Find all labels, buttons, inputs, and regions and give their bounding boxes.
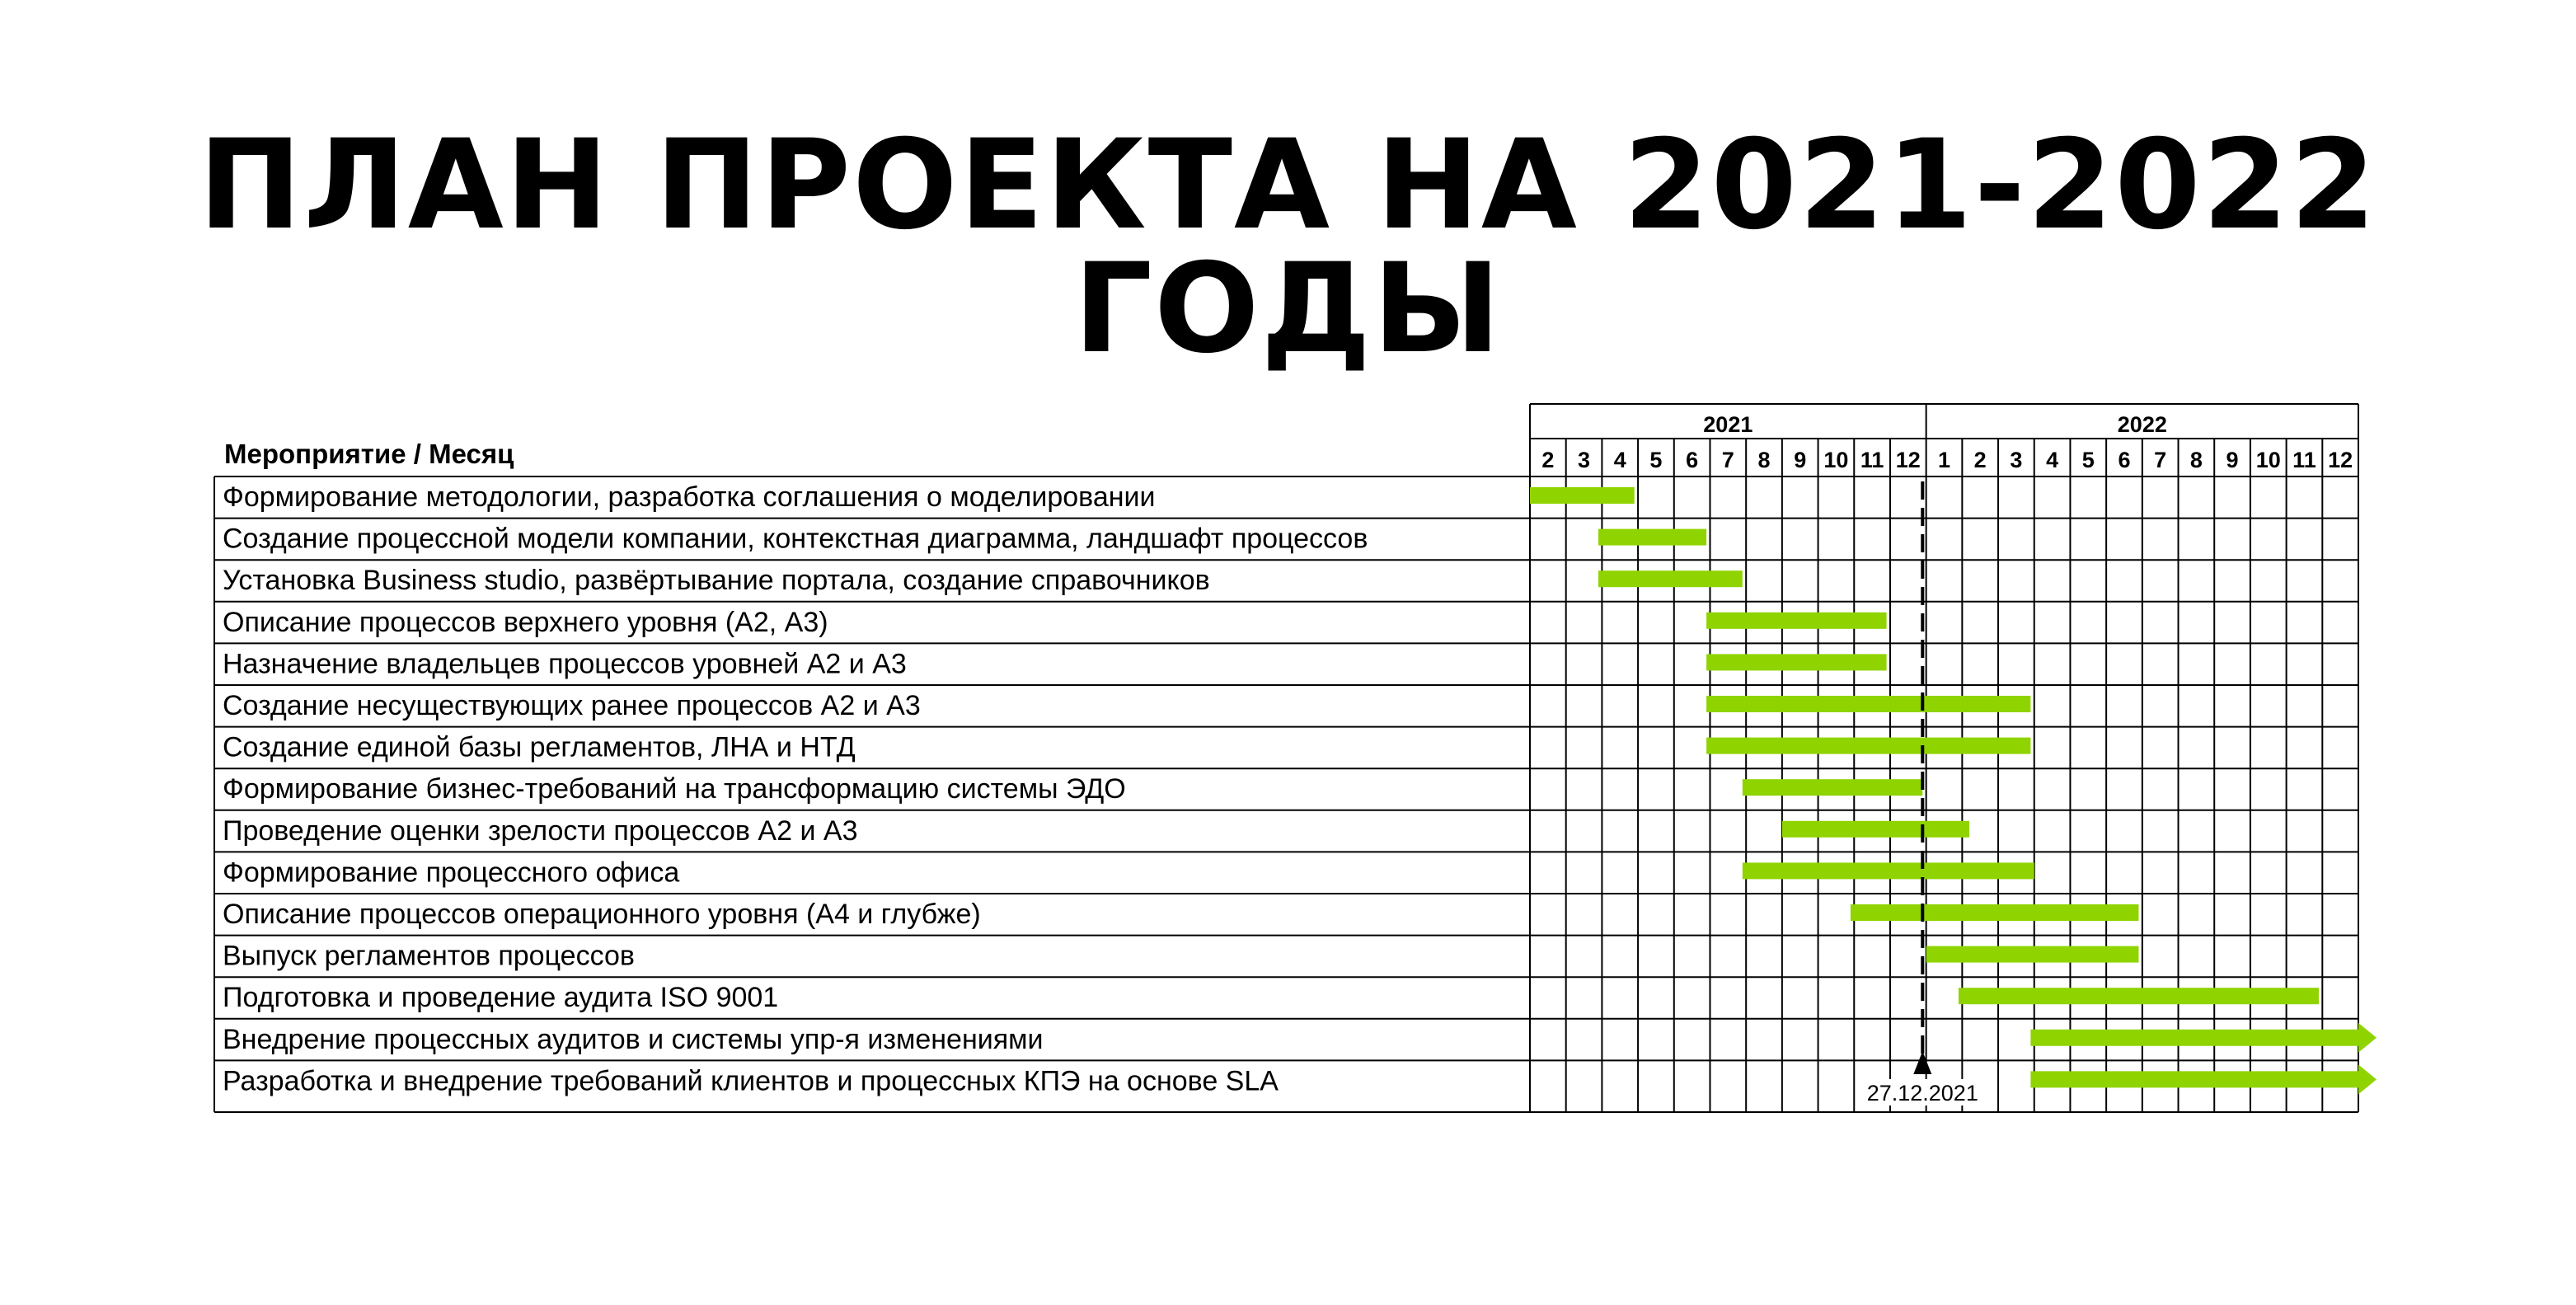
task-name-label: Подготовка и проведение аудита ISO 9001 bbox=[223, 982, 779, 1014]
task-bar bbox=[1743, 862, 2034, 879]
task-bar bbox=[1782, 821, 1969, 838]
task-name-label: Внедрение процессных аудитов и системы упр-я изменениями bbox=[223, 1023, 1044, 1055]
month-tick-label: 11 bbox=[2292, 448, 2316, 472]
month-tick-label: 5 bbox=[1649, 448, 1663, 472]
column-header-label: Мероприятие / Месяц bbox=[224, 439, 514, 469]
month-tick-label: 10 bbox=[1823, 448, 1849, 472]
month-tick-label: 7 bbox=[1721, 448, 1734, 472]
month-tick-label: 7 bbox=[2154, 448, 2167, 472]
month-tick-label: 3 bbox=[1578, 448, 1591, 472]
task-bar bbox=[1598, 529, 1706, 546]
month-tick-label: 5 bbox=[2081, 448, 2095, 472]
task-name-label: Выпуск регламентов процессов bbox=[223, 940, 635, 972]
milestone-label: 27.12.2021 bbox=[1866, 1081, 1978, 1105]
month-tick-label: 6 bbox=[1686, 448, 1699, 472]
task-name-label: Создание процессной модели компании, контекстная диаграмма, ландшафт процессов bbox=[223, 523, 1368, 555]
task-name-label: Формирование методологии, разработка соглашения о моделировании bbox=[223, 481, 1156, 513]
task-bar bbox=[1706, 654, 1886, 670]
task-name-label: Назначение владельцев процессов уровней А2 и А3 bbox=[223, 648, 907, 680]
month-tick-label: 6 bbox=[2118, 448, 2131, 472]
task-name-label: Создание несуществующих ранее процессов А2 и А3 bbox=[223, 690, 921, 721]
task-bar bbox=[1959, 988, 2319, 1004]
task-bar bbox=[1926, 946, 2139, 963]
page-title: ПЛАН ПРОЕКТА НА 2021-2022 ГОДЫ bbox=[198, 114, 2378, 381]
milestone-arrow-head bbox=[1913, 1051, 1931, 1074]
month-tick-label: 8 bbox=[1757, 448, 1771, 472]
task-name-label: Установка Business studio, развёртывание портала, создание справочников bbox=[223, 565, 1210, 597]
month-tick-label: 4 bbox=[2046, 448, 2059, 472]
month-tick-label: 2 bbox=[1541, 448, 1555, 472]
task-bar-arrow bbox=[2030, 1064, 2377, 1094]
task-name-label: Формирование процессного офиса bbox=[223, 857, 680, 889]
task-bar bbox=[1851, 904, 2139, 921]
task-name-label: Описание процессов операционного уровня (А4 и глубже) bbox=[223, 899, 981, 930]
task-name-label: Формирование бизнес-требований на трансформацию системы ЭДО bbox=[223, 773, 1126, 805]
task-bar bbox=[1530, 487, 1635, 504]
month-tick-label: 10 bbox=[2255, 448, 2281, 472]
year-label: 2021 bbox=[1703, 412, 1753, 437]
month-tick-label: 4 bbox=[1613, 448, 1626, 472]
month-tick-label: 3 bbox=[2010, 448, 2023, 472]
task-name-label: Разработка и внедрение требований клиентов и процессных КПЭ на основе SLA bbox=[223, 1065, 1279, 1097]
month-tick-label: 12 bbox=[2328, 448, 2353, 472]
task-name-label: Проведение оценки зрелости процессов А2 и А3 bbox=[223, 814, 858, 847]
task-bar bbox=[1706, 613, 1886, 629]
month-tick-label: 12 bbox=[1895, 448, 1921, 472]
task-name-label: Создание единой базы регламентов, ЛНА и НТД bbox=[223, 731, 856, 763]
task-bar bbox=[1743, 779, 1922, 796]
task-bar bbox=[1706, 696, 2030, 712]
task-bar bbox=[1706, 738, 2030, 754]
month-tick-label: 2 bbox=[1973, 448, 1987, 472]
task-bar-arrow bbox=[2030, 1023, 2377, 1053]
month-tick-label: 1 bbox=[1937, 448, 1951, 472]
month-tick-label: 9 bbox=[2226, 448, 2239, 472]
month-tick-label: 11 bbox=[1860, 448, 1884, 472]
task-name-label: Описание процессов верхнего уровня (А2, А3) bbox=[223, 606, 828, 638]
month-tick-label: 8 bbox=[2189, 448, 2203, 472]
task-bar bbox=[1598, 570, 1743, 587]
year-label: 2022 bbox=[2117, 412, 2167, 437]
month-tick-label: 9 bbox=[1794, 448, 1807, 472]
